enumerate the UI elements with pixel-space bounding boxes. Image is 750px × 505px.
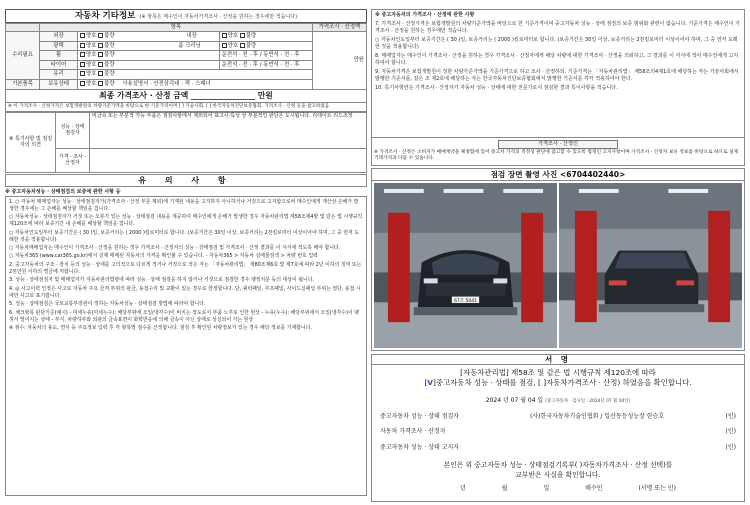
price-input[interactable]	[191, 92, 223, 100]
final-price-label: 최종 가격조사 · 산정 금액	[99, 90, 189, 100]
price-rules-text	[371, 9, 745, 138]
notice-paragraph: ○ 자동차성능 · 상태점검자가 거짓 또는 오류가 있는 성능 · 상태점검 내용을 제공하여 매수인에게 손해가 발생한 경우 자동차관리법 제58조제4항 및 같은 법 시행규칙 제120조에 따라 보증기간 내 손해를 배상할 책임을 집니다.	[9, 214, 363, 228]
notice-paragraph: 1. ○ 자동차 매매업자는 성능 · 상태점검자가(가격조사 · 산정 부문 제외)에 기재된 내용을 고지하지 아니하거나 거짓으로 고지함으로써 매수인에게 재산상 손해가 발생한 경우에는 그 손해를 배상할 책임을 집니다.	[9, 198, 359, 212]
perf-inspector-text: 비금속 또는 부분적 가능 부품은 점검사항에서 제외되어 표고사·특성 상 부분적인 판단은 도시됩니다. 리데이트 리드조정	[90, 112, 367, 148]
row-label: 휠	[40, 51, 78, 61]
checkbox[interactable]	[80, 71, 85, 76]
notice-paragraph: 4. ◎ 사고이력 인정은 사고로 자동차 주요 골격 부위의 판금, 용접수리 및 교환이 있는 경우로 한정합니다. 단, 쿼터패널, 루프패널, 사이드실패널 부위는 절단, 용접 시에만 사고로 표기합니다.	[9, 285, 361, 299]
signer-row: 중고자동차 성능 · 상태 고지자 (인)	[380, 443, 736, 451]
price-cell: 만원	[313, 32, 367, 90]
left-column	[5, 9, 367, 496]
perf-inspector-label: 성능 · 상태 점검자	[56, 112, 90, 148]
signature-title: 서 명	[371, 354, 745, 365]
signer-value	[530, 428, 718, 436]
inspection-date-note: (중고자동차 · 검사일 : 2024년 07 월 04일)	[545, 399, 631, 405]
signer-value	[530, 444, 718, 452]
buyer-label: 매수인	[585, 484, 603, 492]
signer-value: (사)한국자동차기술인협회 / 일산동등성능장 한승호	[530, 412, 665, 420]
price-rules-paragraph: 10. 특기사항란은 가격조사 · 산정자가 자동차 성능 · 상태에 대한 전문가로서 점검한 결과 특이사항을 적습니다.	[375, 84, 618, 91]
price-input[interactable]	[223, 92, 255, 100]
buyer-signature[interactable]: (서명 또는 인)	[638, 484, 676, 492]
notice-paragraph: 5. 성능 · 상태점검은 국토교통부장관이 정하는 자동차성능 · 상태점검 방법에 따라야 합니다.	[9, 301, 206, 308]
notice-title: 유 의 사 항	[5, 174, 367, 187]
price-rules-paragraph: 7. 가격조사 · 산정가격은 보험개발원의 차량기준가액을 바탕으로 한 기준가격이며 중고자동차 성능 · 상태 점검의 보증 범위와 관련이 없습니다. 기준가격은 매수인이 가격조사 · 산정을 원하는 경우에만 적습니다.	[375, 20, 740, 34]
law-line-2: ]중고자동차 성능 · 상태를 점검, [ ]자동차가격조사 · 산정) 하였음을 확인합니다.	[433, 378, 692, 388]
checkbox[interactable]	[80, 62, 85, 67]
law-statement: [자동차관리법] 제58조 및 같은 법 시행규칙 제120조에 따라 [V]중고자동차 성능 · 상태를 점검, [ ]자동차가격조사 · 산정) 하였음을 확인합니다.	[380, 368, 736, 389]
repair-group-label: 수리필요	[6, 32, 40, 80]
notice-paragraph: 3. 성능 · 상태점검자 및 매매업자가 자동차관리법령에 따라 성능 · 상태 점검을 하지 않거나 거짓으로 점검한 경우 행정처분 등의 대상이 됩니다.	[9, 277, 314, 284]
signer-row: 자동차 가격조사 · 산정자 (인)	[380, 428, 736, 436]
notice-section-head: ※ 중고자동차성능 · 상태점검의 보증에 관한 사항 등	[5, 189, 367, 197]
checkbox[interactable]	[98, 33, 103, 38]
checkbox[interactable]	[98, 71, 103, 76]
sign-date: 2024 년 07 월 04 일 (중고자동차 · 검사일 : 2024년 07 월 04일)	[485, 397, 631, 405]
price-unit: 만원	[257, 90, 273, 100]
inspection-check-mark: V	[427, 378, 433, 388]
row-label: 보유상태	[40, 79, 78, 89]
checkbox[interactable]	[240, 43, 245, 48]
signer-row: 중고자동차 성능 · 상태 점검자 (사)한국자동차기술인협회 / 일산동등성능장 한승호 (인)	[380, 412, 736, 420]
checkbox[interactable]	[98, 52, 103, 57]
notice-paragraph: ○ 자동차인도일부터 보증기간은 ( 30 )일, 보증거리는 ( 2000 )킬로미터로 합니다. (보증기간은 30일 이상, 보증거리는 2천킬로미터 이상이어야 하며, 그 중 먼저 도래한 것을 적용합니다)	[9, 229, 359, 243]
base-items-label: 기본품목	[6, 79, 40, 89]
seal-mark: (인)	[725, 443, 736, 451]
notice-paragraph: ※ 점수: 자동차의 용도, 연식 등 주요정보 입력 후 각 항목별 점수를 산정합니다. 점검 후 확인된 차량정보가 있는 경우 해당 정보를 기재합니다.	[9, 325, 312, 332]
buyer-sign-line: 년 월 일 매수인 (서명 또는 인)	[460, 484, 676, 492]
seal-mark: (인)	[725, 428, 736, 436]
special-notes-table	[5, 112, 367, 173]
row-label: 광택	[40, 41, 78, 51]
page-subtitle: (※ 항목은 매수인이 자동차가격조사 · 산정을 원하는 경우에만 적습니다)	[139, 14, 298, 20]
price-inspector-label: 가격 · 조사 · 산정자	[56, 148, 90, 172]
notice-paragraph: ○ 자동차365 (www.car365.go.kr)에서 실제 매매된 자동차의 가격을 확인할 수 있습니다. - 자동차365 > 자동차 실매물검색 > 차량 번호 입력	[9, 253, 318, 260]
inspection-photo-2	[559, 183, 742, 348]
special-label: ⑧ 특기사항 및 점검자의 의견	[6, 112, 56, 172]
receipt-statement: 본인은 위 중고자동차 성능 · 상태점검기록부( )자동차가격조사 · 산정 선택)를 교부받은 사실을 확인합니다.	[443, 461, 673, 479]
checkbox[interactable]	[80, 43, 85, 48]
row-label: 외장	[40, 32, 78, 42]
signature-box	[371, 365, 745, 502]
disclaimer-text: ※ 가격조사 · 산정은 소비자가 매매계약을 체결함에 있어 중고차 가격의 적정성 판단에 참고할 수 있도록 법정인 고지사항이며 가격조사 · 산정자 보유 정보를 바탕으로 하므로 실제 거래가격과 다를 수 있습니다.	[374, 149, 739, 162]
notice-body	[5, 197, 367, 496]
final-price-row	[5, 90, 367, 103]
photo-title: 점검 장면 촬영 사진 <6704402440>	[371, 168, 745, 181]
checkbox[interactable]	[80, 81, 85, 86]
disclaimer-box	[371, 138, 745, 166]
checkbox[interactable]	[222, 33, 227, 38]
disclaimer-caption: 가격조사 · 산정인	[498, 140, 618, 149]
row-label: 타이어	[40, 60, 78, 70]
notice-paragraph: 2. 중고자동차의 구조 · 장치 등의 성능 · 상태를 고의적으로 다르게 적거나 거짓으로 적은 자는 「자동차관리법」 제80조제6호 및 제7호에 따라 2년 이하의 징역 또는 2천만원 이하의 벌금에 처합니다.	[9, 261, 362, 275]
right-column	[371, 9, 745, 502]
price-rules-paragraph: ○ 자동차인도일부터 보증기간은 ( 30 )일, 보증거리는 ( 2000 )킬로미터로 합니다. (보증기간은 30일 이상, 보증거리는 2천킬로미터 이상이어야 하며, 그 중 먼저 도래한 것을 적용합니다)	[375, 36, 738, 50]
price-rules-head: ※ 중고자동차의 가격조사 · 산정에 관한 사항	[375, 12, 475, 18]
inspection-photos	[371, 181, 745, 351]
price-note: ※ 이 가격조사 · 산정가격은 보험개발원의 차량기준가액을 바탕으로 한 기준가격이며 [ ] 기술사회, [ ] 한국자동차진단보증협회, 가격조사 · 산정 등을 참고하였음	[5, 103, 367, 112]
notice-paragraph: 6. 체크항목 판단기준(예시) - 미세누유(미세누수): 해당부위에 오일(냉각수)이 비치는 정도로서 부품 노후로 인한 현상 - 누유(누수): 해당부위에서 오일(냉각수)이 맺혀서 떨어지는 상태 - 부식: 차량하부와 외판의 금속표면이 화학반응에 의해 금속이 아닌 상태로 상실되어 가는 현상	[9, 309, 359, 323]
price-rules-paragraph: 8. 매매업자는 매수인이 가격조사 · 산정을 원하는 경우 가격조사 · 산정자에게 해당 차량에 대한 가격조사 · 산정을 의뢰하고, 그 결과를 이 서식에 적어 매수인에게 고지하여야 합니다.	[375, 52, 739, 66]
seal-mark: (인)	[725, 412, 736, 420]
checkbox[interactable]	[98, 43, 103, 48]
col-item: 항목	[40, 24, 313, 32]
row-check: 양호 불량 내장	[78, 32, 220, 42]
price-rules-paragraph: 9. 자동차가격은 보험개발원이 정한 차량가준가액을 기준가격으로 하고 조사 · 산정하되, 기준가격는 「자동차관리법」 제58조의4제1호에 해당하는 자는 기술사회에서 발행한 기준서를, 같은 조 제2호에 해당하는 자는 한국자동차진단보증협회에서 발행한 기준서를 각각 적용하여야 한다.	[375, 68, 739, 82]
price-inspector-text	[90, 148, 367, 172]
checkbox[interactable]	[240, 33, 245, 38]
tire-positions: 운전석 · 전 · 후 / 동반석 · 전 · 후	[219, 60, 312, 70]
col-price: 가격조사 · 산정액	[313, 24, 367, 32]
inspection-photo-1	[374, 183, 557, 348]
checkbox[interactable]	[80, 52, 85, 57]
page-title: 자동차 기타정보	[74, 11, 136, 21]
license-plate: 67조 5041	[454, 298, 477, 304]
row-label: 유리	[40, 70, 78, 80]
repair-table: 항목 가격조사 · 산정액 수리필요 외장 양호 불량 내장 양호 불량 만원 광택 양호 불량 룸 크리닝 양호 불량 휠 양호 불량 운전석 · 전 · 후 / 동반석 · 전 · 후 타이어 양호 불량 운전석 · 전 · 후 / 동반석 · 전 · 후 유리 양호 불량 기본품목 보유상태 양호 불량 사용설명서 · 안전삼각대 · 잭 · 스패너	[5, 23, 367, 90]
checkbox[interactable]	[222, 43, 227, 48]
law-line-1: [자동차관리법] 제58조 및 같은 법 시행규칙 제120조에 따라	[460, 367, 656, 377]
row-check-2: 양호 불량	[219, 32, 312, 42]
other-info-header	[5, 9, 367, 23]
checkbox[interactable]	[98, 81, 103, 86]
notice-paragraph: ○ 자동차매매업자는 매수인이 가격조사 · 산정을 원하는 경우 가격조사 · 산정자의 성능 · 상태점검 및 가격조사 · 산정 결과를 이 서식에 적도록 해야 합니다.	[9, 245, 341, 252]
tire-positions: 운전석 · 전 · 후 / 동반석 · 전 · 후	[219, 51, 312, 61]
checkbox[interactable]	[98, 62, 103, 67]
checkbox[interactable]	[80, 33, 85, 38]
